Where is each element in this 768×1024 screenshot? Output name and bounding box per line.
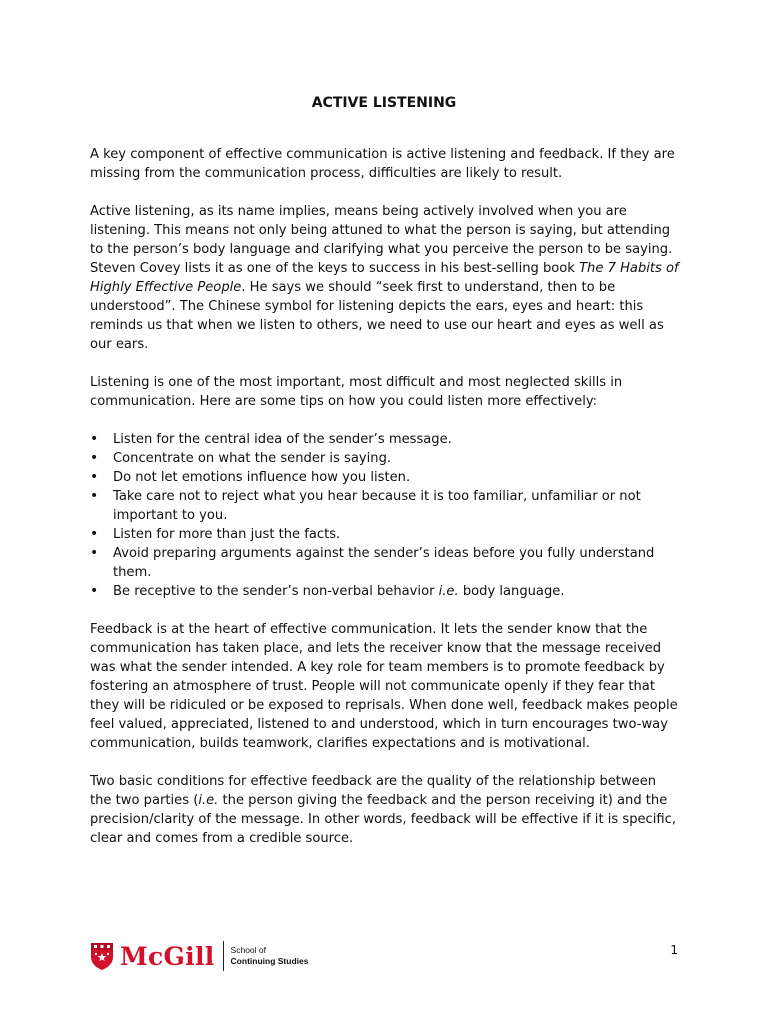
logo-wordmark: McGill <box>120 941 215 971</box>
paragraph-feedback: Feedback is at the heart of effective communication. It lets the sender know that the communication has taken place, and lets the receiver know that the message received was what the sender intended. A key role for team members is to promote feedback by fostering an atmosphere of trust. People will not communicate openly if they fear that they will be ridiculed or be exposed to reprisals. When done well, feedback makes people feel valued, appreciated, listened to and understood, which in turn encourages two-way communication, builds teamwork, clarifies expectations and is motivational. <box>90 622 678 751</box>
list-item: • Be receptive to the sender’s non-verbal behavior i.e. body language. <box>90 582 680 601</box>
page-title: ACTIVE LISTENING <box>311 95 457 111</box>
tips-list <box>90 430 680 601</box>
paragraph-feedback-conditions: Two basic conditions for effective feedback are the quality of the relationship between the two parties (i.e. the person giving the feedback and the person receiving it) and the precision/clarity of the message. In other words, feedback will be effective if it is specific, clear and comes from a credible source. <box>90 774 677 846</box>
list-item: • Concentrate on what the sender is saying. <box>90 449 680 468</box>
list-item: • Listen for more than just the facts. <box>90 525 680 544</box>
list-item: • Do not let emotions influence how you listen. <box>90 468 680 487</box>
paragraph-active-listening: Active listening, as its name implies, means being actively involved when you are listening. This means not only being attuned to what the person is saying, but attending to the person’s body language and clarifying what you perceive the person to be saying. Steven Covey lists it as one of the keys to success in his best-selling book The 7 Habits of Highly Effective People. He says we should “seek first to understand, then to be understood”. The Chinese symbol for listening depicts the ears, eyes and heart: this reminds us that when we listen to others, we need to use our heart and eyes as well as our ears. <box>90 204 679 352</box>
page-number: 1 <box>670 943 678 957</box>
list-item: • Listen for the central idea of the sender’s message. <box>90 430 680 449</box>
list-item: • Avoid preparing arguments against the sender’s ideas before you fully understand them. <box>90 544 680 582</box>
document-body <box>90 145 680 867</box>
page-footer <box>90 937 680 977</box>
mcgill-crest-icon <box>90 941 114 971</box>
logo-divider <box>223 941 224 971</box>
paragraph-tips-intro: Listening is one of the most important, most difficult and most neglected skills in communication. Here are some tips on how you could listen more effectively: <box>90 375 623 409</box>
mcgill-logo <box>90 937 308 975</box>
book-title: The 7 Habits of Highly Effective People <box>90 261 679 295</box>
school-name: School of Continuing Studies <box>230 945 309 966</box>
list-item: • Take care not to reject what you hear because it is too familiar, unfamiliar or not important to you. <box>90 487 680 525</box>
paragraph-intro: A key component of effective communication is active listening and feedback. If they are missing from the communication process, difficulties are likely to result. <box>90 147 675 181</box>
